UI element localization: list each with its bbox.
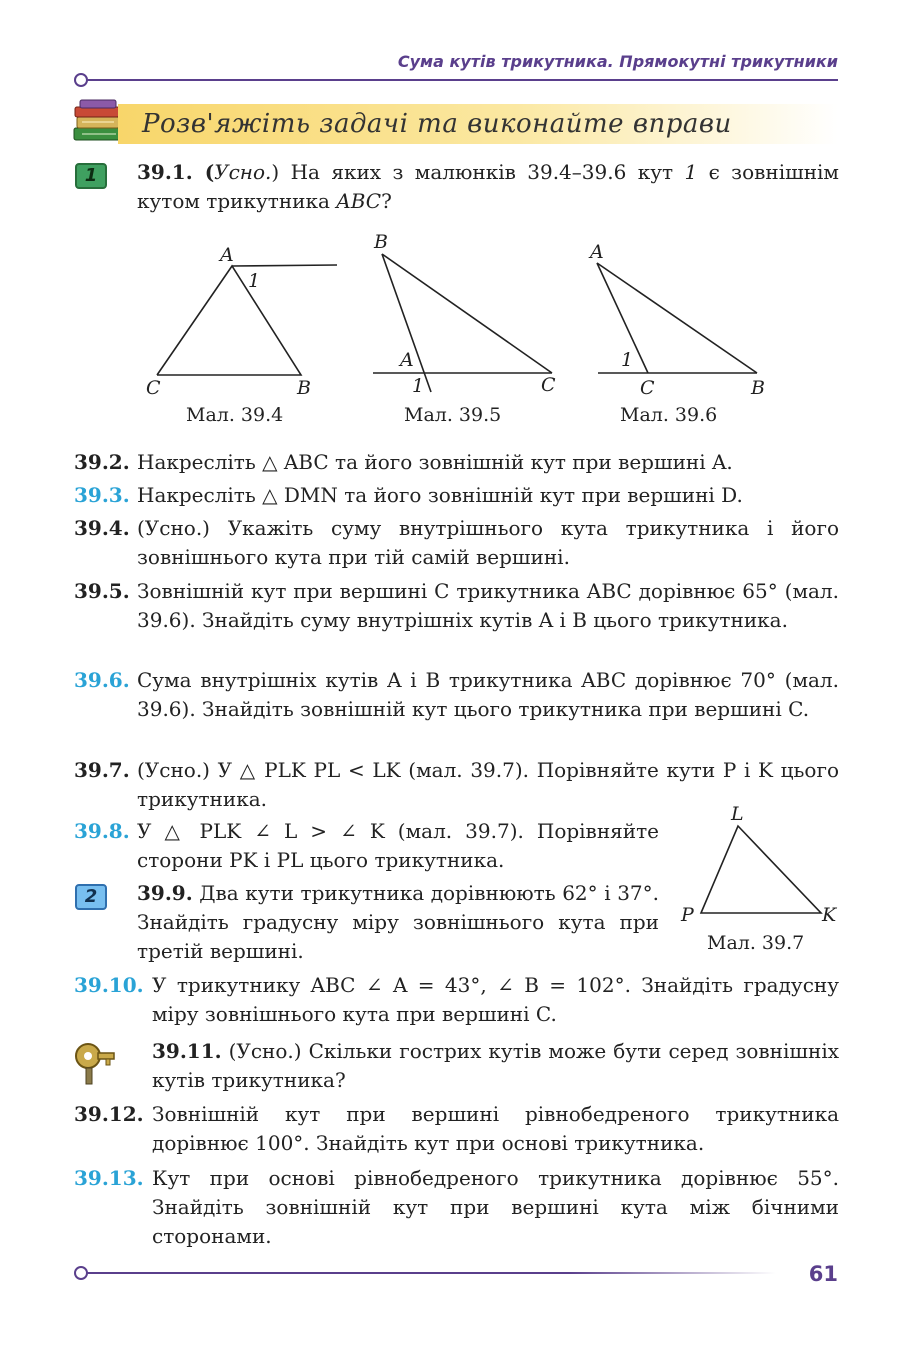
caption-39-5: Мал. 39.5 [404,404,502,426]
fig396-label-1: 1 [621,349,634,371]
problem-number-39-3: 39.3. [74,483,130,507]
problem-39-8-text: У △ PLK ∠ L > ∠ K (мал. 39.7). Порівняйте сторони PK і PL цього трикутника. [137,819,659,872]
caption-39-7: Мал. 39.7 [707,932,805,954]
key-icon [72,1040,116,1088]
problem-39-5-text: Зовнішній кут при вершині C трикутника ABC дорівнює 65° (мал. 39.6). Знайдіть суму внутрішніх кутів A і B цього трикутника. [137,579,839,632]
problem-39-13-text: Кут при основі рівнобедреного трикутника дорівнює 55°. Знайдіть зовнішній кут при вершині кута між бічними сторонами. [152,1166,839,1248]
problem-39-3-text: Накресліть △ DMN та його зовнішній кут при вершині D. [137,483,743,507]
problem-39-10-text: У трикутнику ABC ∠ A = 43°, ∠ B = 102°. Знайдіть градусну міру зовнішнього кута при вершині C. [152,973,839,1026]
problem-39-9: 39.9. Два кути трикутника дорівнюють 62° і 37°. Знайдіть градусну міру зовнішнього кута при третій вершині. [137,881,659,963]
problem-39-4-text: (Усно.) Укажіть суму внутрішнього кута трикутника і його зовнішнього кута при тій самій вершині. [137,516,839,569]
fig397-label-P: P [681,904,694,926]
problem-39-6-text: Сума внутрішніх кутів A і B трикутника ABC дорівнює 70° (мал. 39.6). Знайдіть зовнішній кут цього трикутника при вершині C. [137,668,839,721]
problem-39-1: 39.1. (Усно.) На яких з малюнків 39.4–39.6 кут 1 є зовнішнім кутом трикутника ABC? [137,160,839,213]
books-icon [72,98,124,144]
fig394-label-A: A [220,244,234,266]
problem-number-39-10: 39.10. [74,973,144,997]
problem-39-7-text: (Усно.) У △ PLK PL < LK (мал. 39.7). Порівняйте кути P і K цього трикутника. [137,758,839,811]
fig395-label-B: B [374,232,388,253]
caption-39-4: Мал. 39.4 [186,404,284,426]
fig394-label-B: B [297,377,311,399]
problem-number-39-4: 39.4. [74,516,130,540]
section-banner-title: Розв'яжіть задачі та виконайте вправи [142,109,732,139]
fig395-label-A: A [400,349,414,371]
problem-number-39-13: 39.13. [74,1166,144,1190]
problem-number-39-6: 39.6. [74,668,130,692]
fig396-label-C: C [640,377,655,399]
problem-number: 39.1. [137,160,193,184]
running-title: Сума кутів трикутника. Прямокутні трикутники [397,52,838,71]
problem-number-39-8: 39.8. [74,819,130,843]
problem-39-12-text: Зовнішній кут при вершині рівнобедреного трикутника дорівнює 100°. Знайдіть кут при основі трикутника. [152,1102,839,1155]
triangle-PLK [701,826,821,913]
footer-rule [86,1272,776,1274]
fig394-label-1: 1 [248,270,261,292]
problem-number-39-9: 39.9. [137,881,193,905]
problem-39-11: 39.11. (Усно.) Скільки гострих кутів може бути серед зовнішніх кутів трикутника? [152,1039,839,1092]
header-rule [86,79,838,81]
figure-39-7 [675,800,855,930]
problem-number-39-12: 39.12. [74,1102,144,1126]
fig397-label-K: K [822,904,837,926]
fig395-label-1: 1 [412,375,425,397]
figure-39-5 [373,254,552,392]
figure-39-4 [157,265,337,375]
level-1-badge: 1 [75,163,107,189]
problem-number-39-11: 39.11. [152,1039,222,1063]
problem-number-39-5: 39.5. [74,579,130,603]
page-number: 61 [808,1262,838,1286]
fig395-label-C: C [541,374,556,396]
fig394-label-C: C [146,377,161,399]
problem-number-39-2: 39.2. [74,450,130,474]
fig396-label-B: B [751,377,765,399]
level-2-badge: 2 [75,884,107,910]
caption-39-6: Мал. 39.6 [620,404,718,426]
problem-number-39-7: 39.7. [74,758,130,782]
fig397-label-L: L [731,803,744,825]
fig396-label-A: A [590,241,604,263]
problem-39-2-text: Накресліть △ ABC та його зовнішній кут при вершині A. [137,450,733,474]
figures-row [130,232,830,412]
